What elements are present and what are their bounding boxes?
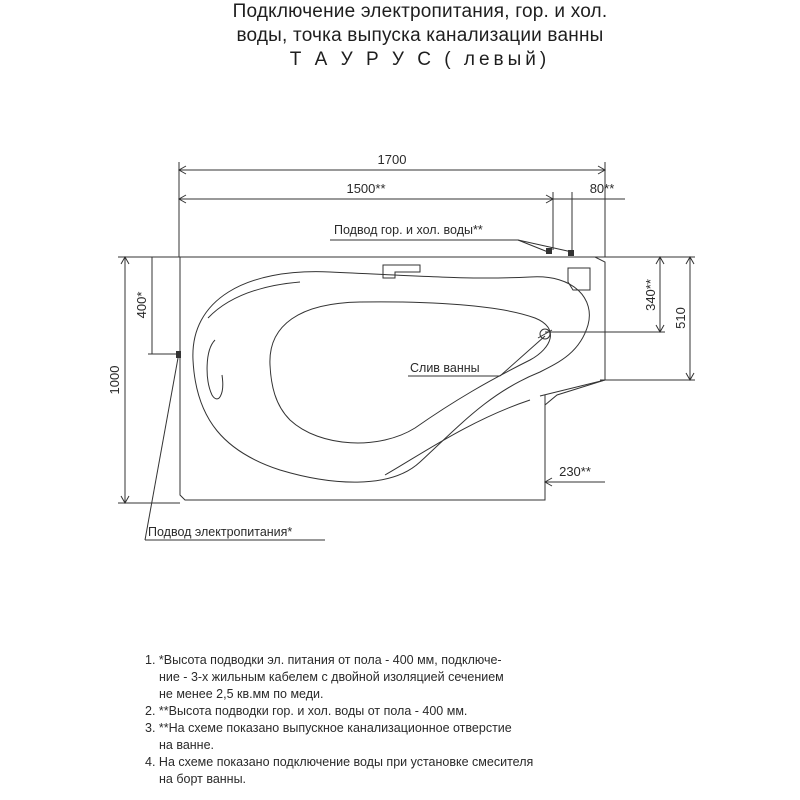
note-1-line-2: ние - 3-х жильным кабелем с двойной изоляцией сечением	[159, 670, 504, 684]
power-supply-point	[176, 351, 181, 358]
drain-leader	[500, 336, 545, 376]
note-2-text: **Высота подводки гор. и хол. воды от пола - 400 мм.	[158, 704, 468, 718]
power-leader	[145, 358, 178, 540]
note-4-line-2: на борт ванны.	[159, 772, 247, 786]
dim-text-340: 340**	[643, 279, 658, 311]
note-4-line-1	[145, 754, 533, 771]
title-line-1: Подключение электропитания, гор. и хол.	[232, 1, 608, 22]
note-3-line-2: на ванне.	[159, 738, 215, 752]
note-4-number: 4.	[145, 755, 156, 769]
dim-text-1700: 1700	[377, 152, 407, 167]
bowl-inner-rim-top	[208, 282, 300, 318]
water-supply-point-2	[568, 250, 574, 256]
dim-text-510: 510	[673, 307, 688, 329]
bowl-step-curve	[385, 400, 530, 475]
rim-chamfer-line	[540, 380, 605, 396]
note-3-text: **На схеме показано выпускное канализационное отверстие	[158, 721, 512, 735]
note-1-number: 1.	[145, 653, 156, 667]
notes-list	[145, 652, 533, 788]
water-supply-leader-2	[518, 240, 572, 252]
note-1-line-1	[145, 652, 533, 669]
note-2-number: 2.	[145, 704, 156, 718]
note-1-line-3: не менее 2,5 кв.мм по меди.	[159, 687, 324, 701]
dim-text-400: 400*	[134, 291, 149, 319]
dim-text-1000: 1000	[107, 365, 122, 395]
note-1-text: *Высота подводки эл. питания от пола - 400 мм, подключе-	[158, 653, 502, 667]
label-drain: Слив ванны	[410, 361, 480, 375]
water-supply-point-1	[546, 248, 552, 254]
note-3-number: 3.	[145, 721, 156, 735]
mixer-block-right	[568, 268, 590, 290]
label-water-supply: Подвод гор. и хол. воды**	[334, 223, 483, 237]
tub-outer-rim	[180, 257, 605, 500]
tub-bowl-outer	[193, 272, 589, 482]
note-2	[145, 703, 533, 720]
dim-text-80: 80**	[589, 181, 615, 196]
title-line-2: воды, точка выпуска канализации ванны	[236, 25, 604, 46]
headrest-detail	[207, 340, 223, 399]
note-3-line-1	[145, 720, 533, 737]
title-line-3: Т А У Р У С ( левый)	[289, 49, 551, 70]
dim-text-1500: 1500**	[346, 181, 386, 196]
label-power-supply: Подвод электропитания*	[148, 525, 293, 539]
note-4-text: На схеме показано подключение воды при установке смесителя	[158, 755, 534, 769]
dim-text-230: 230**	[559, 464, 591, 479]
